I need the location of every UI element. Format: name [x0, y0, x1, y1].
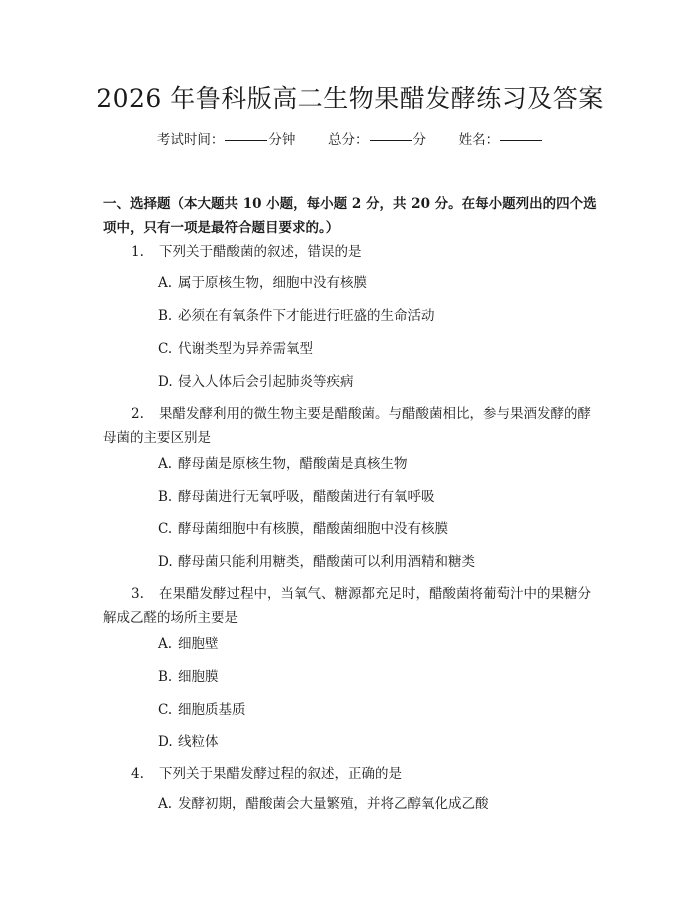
option-text: 酵母菌是原核生物，醋酸菌是真核生物 [178, 456, 408, 472]
option-d [158, 370, 354, 394]
section-heading: 一、选择题（本大题共 10 小题，每小题 2 分，共 20 分。在每小题列出的四个选项中，只有一项是最符合题目要求的。） [103, 196, 597, 236]
page-title: 2026 年鲁科版高二生物果醋发酵练习及答案 [96, 84, 604, 113]
option-c [158, 698, 246, 722]
option-label: D. [158, 554, 173, 570]
exam-meta [0, 131, 700, 149]
option-text: 酵母菌细胞中有核膜，醋酸菌细胞中没有核膜 [178, 521, 448, 537]
option-text: 代谢类型为异养需氧型 [178, 341, 313, 357]
option-text: 侵入人体后会引起肺炎等疾病 [178, 374, 354, 390]
option-text: 属于原核生物，细胞中没有核膜 [178, 275, 367, 291]
option-label: A. [158, 456, 173, 472]
option-text: 细胞壁 [178, 636, 219, 652]
option-label: A. [158, 796, 173, 812]
question-stem: 在果醋发酵过程中，当氧气、糖源都充足时，醋酸菌将葡萄汁中的果糖分解成乙醛的场所主要是 [103, 586, 591, 626]
option-b [158, 665, 219, 689]
option-c [158, 337, 313, 361]
option-label: C. [158, 341, 173, 357]
option-label: B. [158, 669, 173, 685]
option-d [158, 550, 475, 574]
option-text: 发酵初期，醋酸菌会大量繁殖，并将乙醇氧化成乙酸 [178, 796, 489, 812]
option-a [158, 271, 367, 295]
option-text: 细胞质基质 [178, 702, 246, 718]
option-label: A. [158, 275, 173, 291]
name-label: 姓名： [458, 132, 500, 148]
option-c [158, 517, 448, 541]
score-unit: 分 [412, 132, 426, 148]
option-a [158, 792, 489, 816]
question-2 [103, 402, 603, 450]
question-number: 4. [131, 766, 144, 782]
question-stem: 下列关于醋酸菌的叙述，错误的是 [159, 244, 362, 260]
option-text: 酵母菌进行无氧呼吸，醋酸菌进行有氧呼吸 [178, 489, 435, 505]
score-label: 总分： [328, 132, 369, 148]
option-b [158, 485, 435, 509]
question-3 [103, 582, 603, 630]
question-4 [131, 762, 402, 786]
question-1 [131, 240, 362, 264]
option-text: 细胞膜 [178, 669, 219, 685]
time-label: 考试时间： [156, 132, 225, 148]
option-label: D. [158, 374, 173, 390]
score-blank [370, 140, 412, 141]
question-number: 3. [131, 586, 144, 602]
time-unit: 分钟 [268, 132, 296, 148]
option-text: 线粒体 [178, 734, 219, 750]
option-label: D. [158, 734, 173, 750]
option-text: 酵母菌只能利用糖类，醋酸菌可以利用酒精和糖类 [178, 554, 475, 570]
option-a [158, 632, 219, 656]
option-a [158, 452, 408, 476]
option-b [158, 304, 435, 328]
time-blank [225, 140, 267, 141]
option-text: 必须在有氧条件下才能进行旺盛的生命活动 [178, 308, 435, 324]
name-blank [500, 140, 542, 141]
question-stem: 果醋发酵利用的微生物主要是醋酸菌。与醋酸菌相比，参与果酒发酵的酵母菌的主要区别是 [103, 406, 591, 446]
option-label: B. [158, 308, 173, 324]
question-number: 1. [131, 244, 144, 260]
question-stem: 下列关于果醋发酵过程的叙述，正确的是 [159, 766, 402, 782]
option-label: C. [158, 521, 173, 537]
question-number: 2. [131, 406, 144, 422]
option-label: C. [158, 702, 173, 718]
option-label: A. [158, 636, 173, 652]
option-d [158, 730, 219, 754]
option-label: B. [158, 489, 173, 505]
